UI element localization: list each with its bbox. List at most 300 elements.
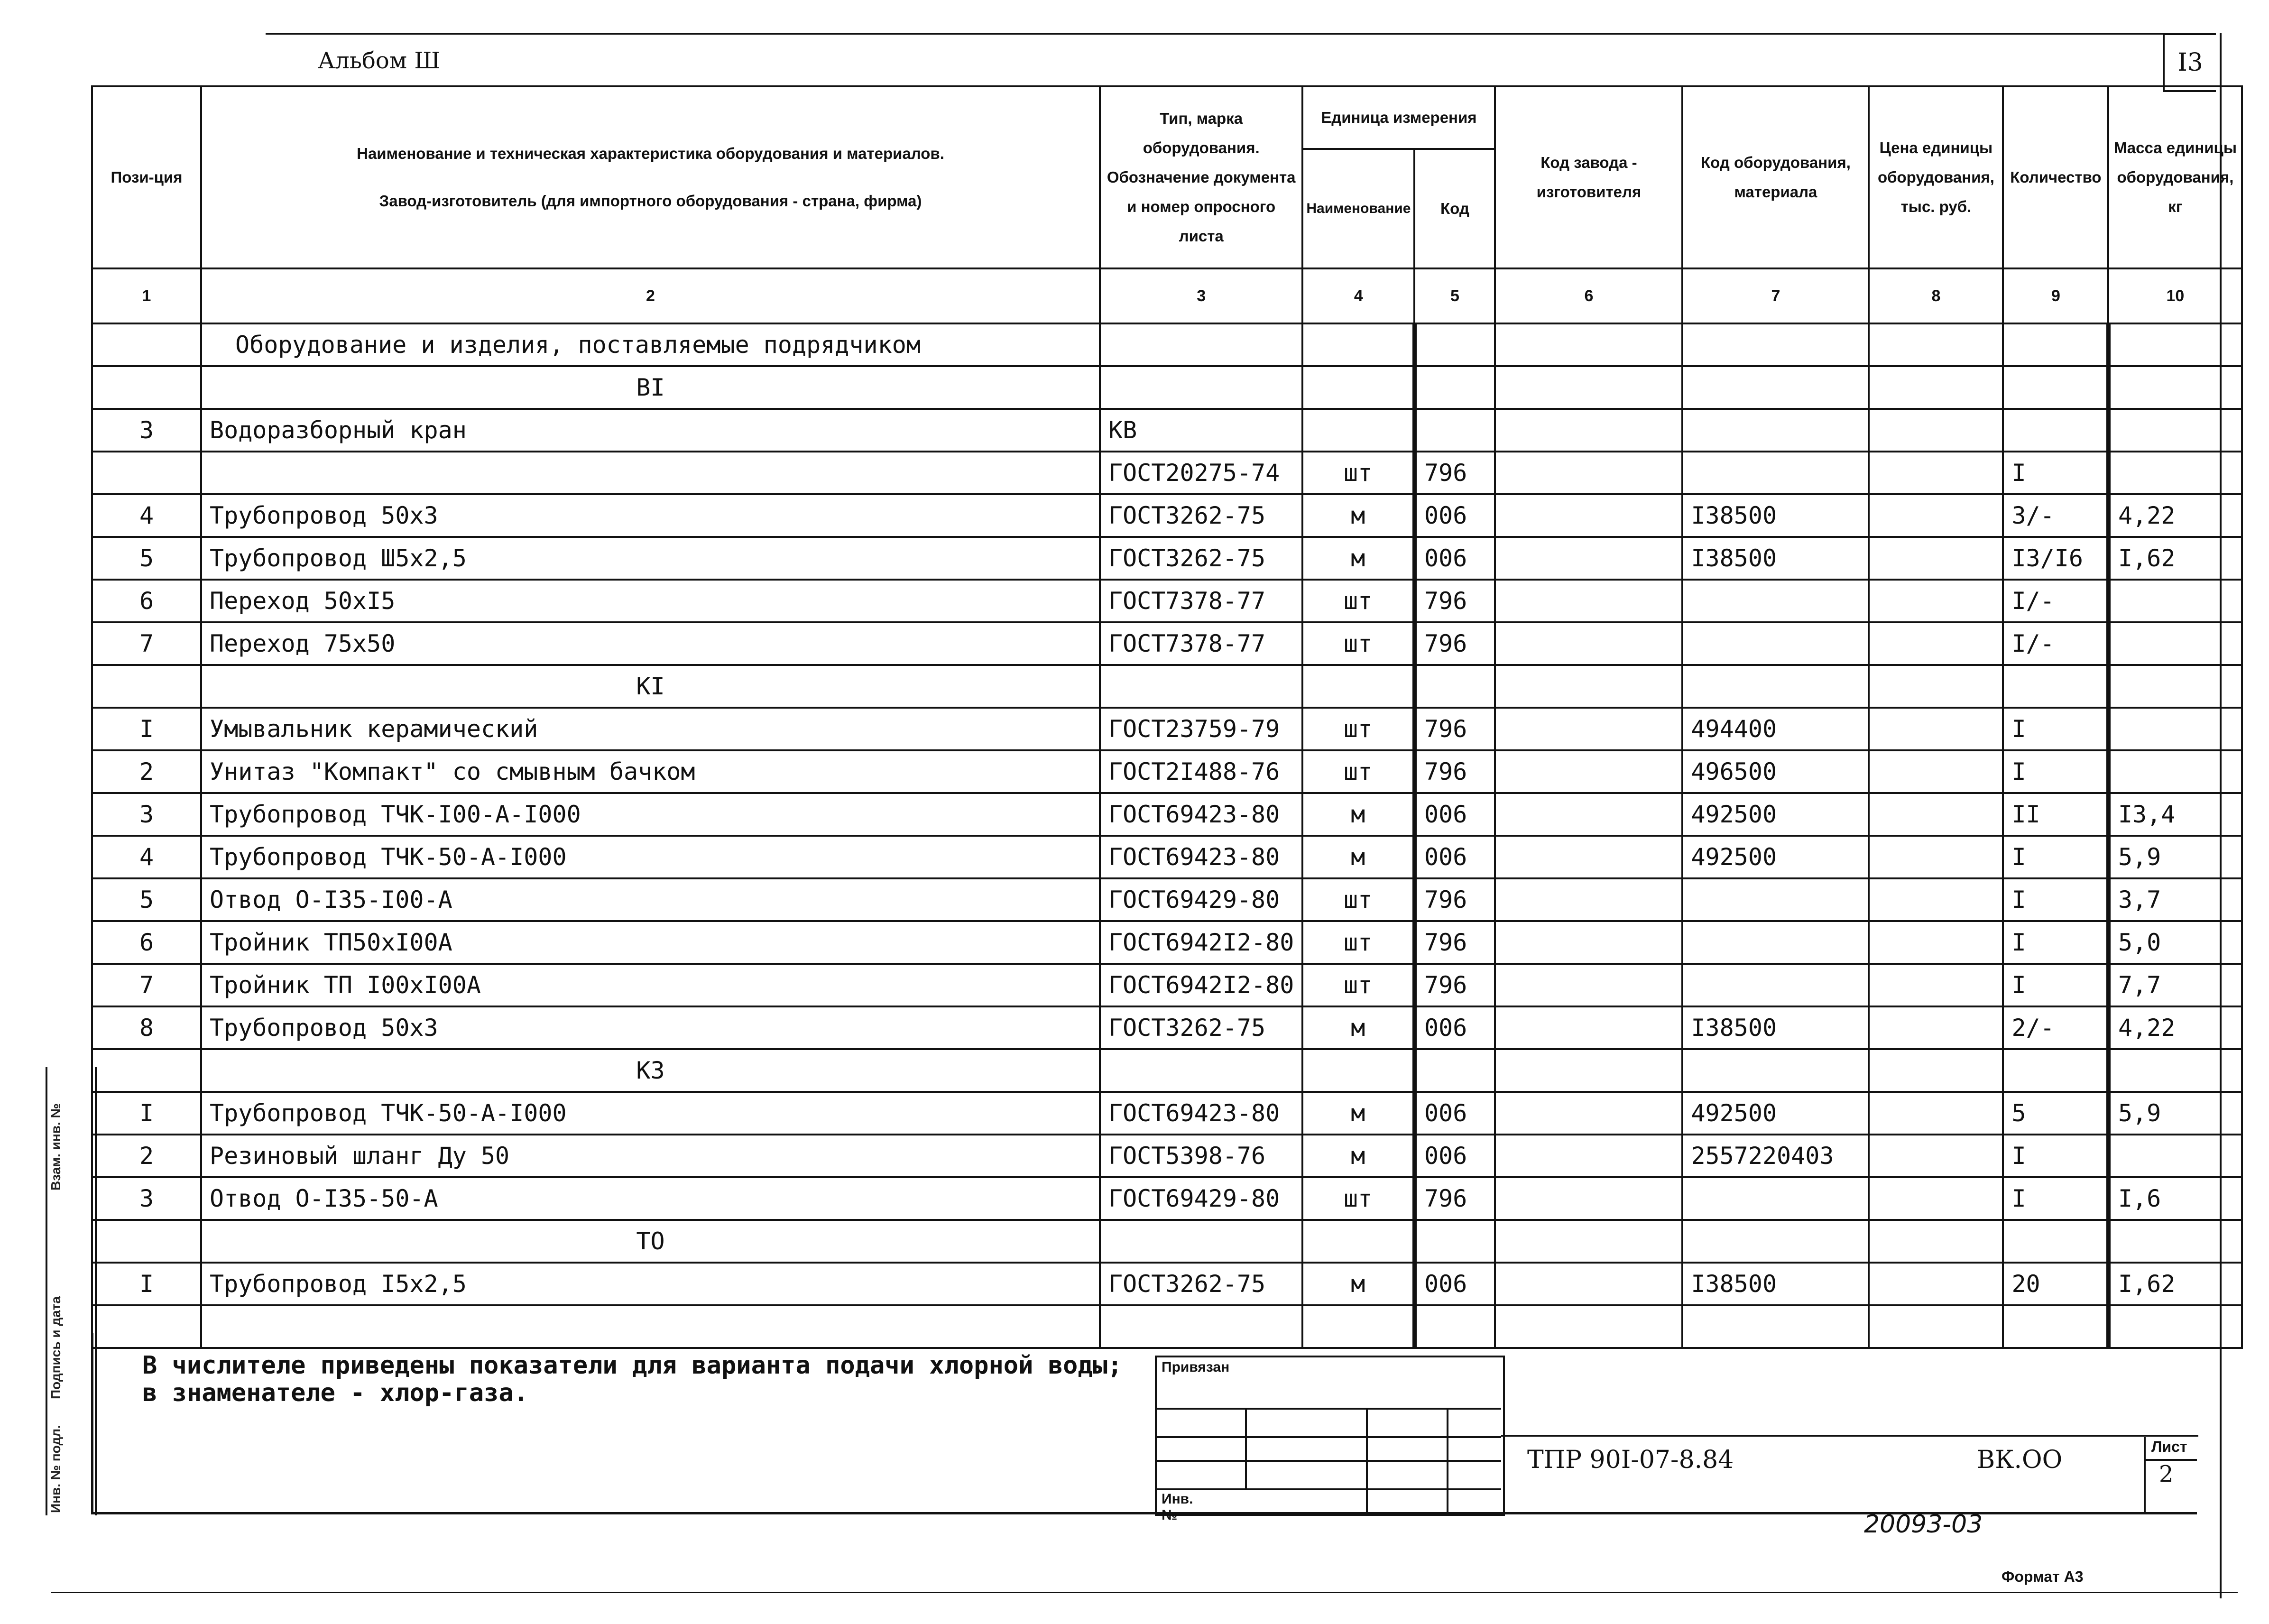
table-row [92,964,2242,1006]
mfr-code-cell [1495,366,1682,409]
unit-cell [1302,1305,1414,1348]
unit-cell [1302,323,1414,366]
unit-cell [1302,366,1414,409]
price-cell [1869,750,2003,793]
side-strip-line [46,1067,47,1515]
price-cell [1869,708,2003,750]
footnote-line2: в знаменателе - хлор-газа. [142,1379,528,1407]
quantity-cell: I/- [2003,580,2108,622]
quantity-cell: 2/- [2003,1006,2108,1049]
unit-code-cell: 006 [1414,537,1495,580]
position-cell: 5 [92,878,201,921]
mfr-code-cell [1495,494,1682,537]
mass-cell: I,62 [2108,537,2242,580]
section-row [92,665,2242,708]
stamp-rule [1366,1408,1368,1512]
name-cell: Трубопровод ТЧК-I00-А-I000 [201,793,1100,836]
col-number: 1 [92,268,201,323]
unit-cell: м [1302,494,1414,537]
table-body [92,323,2242,1348]
price-cell [1869,665,2003,708]
header-type: Тип, марка оборудования. Обозначение документа и номер опросного листа [1100,86,1302,268]
table-row [92,452,2242,494]
price-cell [1869,537,2003,580]
eq-code-cell: 492500 [1682,793,1869,836]
quantity-cell: I [2003,708,2108,750]
unit-cell: м [1302,1006,1414,1049]
name-cell [201,452,1100,494]
unit-code-cell: 796 [1414,1177,1495,1220]
eq-code-cell: 496500 [1682,750,1869,793]
header-unit-name: Наименование [1302,149,1414,268]
header-name-line2: Завод-изготовитель (для импортного оборудования - страна, фирма) [379,192,922,210]
type-cell: ГОСТ6942I2-80 [1100,964,1302,1006]
unit-code-cell [1414,409,1495,452]
mfr-code-cell [1495,622,1682,665]
price-cell [1869,452,2003,494]
col-number: 10 [2108,268,2242,323]
unit-code-cell [1414,1049,1495,1092]
stamp-frame [1155,1356,1505,1516]
price-cell [1869,1305,2003,1348]
header-unit-group: Единица измерения [1302,86,1495,149]
unit-code-cell [1414,665,1495,708]
mfr-code-cell [1495,878,1682,921]
mass-cell [2108,409,2242,452]
position-cell [92,665,201,708]
unit-cell: шт [1302,580,1414,622]
mass-cell [2108,665,2242,708]
position-cell: 7 [92,622,201,665]
mass-cell [2108,1135,2242,1177]
sheet-number: 2 [2159,1461,2174,1487]
eq-code-cell [1682,1177,1869,1220]
table-row [92,708,2242,750]
eq-code-cell: I38500 [1682,1006,1869,1049]
document-code: ТПР 90I-07-8.84 [1527,1446,1734,1474]
quantity-cell: I [2003,1177,2108,1220]
unit-code-cell: 006 [1414,1263,1495,1305]
mass-cell: 7,7 [2108,964,2242,1006]
position-cell: 3 [92,409,201,452]
mass-cell [2108,1220,2242,1263]
table-row [92,580,2242,622]
name-cell: Отвод О-I35-50-А [201,1177,1100,1220]
mfr-code-cell [1495,665,1682,708]
quantity-cell: I [2003,750,2108,793]
mfr-code-cell [1495,708,1682,750]
unit-cell: м [1302,793,1414,836]
header-row [92,86,2242,149]
quantity-cell [2003,366,2108,409]
name-cell: Резиновый шланг Ду 50 [201,1135,1100,1177]
price-cell [1869,1263,2003,1305]
unit-cell: м [1302,1092,1414,1135]
unit-cell: шт [1302,622,1414,665]
name-cell: Переход 50хI5 [201,580,1100,622]
eq-code-cell [1682,1049,1869,1092]
unit-code-cell: 006 [1414,494,1495,537]
unit-cell [1302,665,1414,708]
name-cell: К3 [201,1049,1100,1092]
unit-cell [1302,1049,1414,1092]
col-number: 2 [201,268,1100,323]
unit-code-cell: 796 [1414,452,1495,494]
type-cell: ГОСТ2I488-76 [1100,750,1302,793]
stamp-rule [1155,1488,1501,1490]
position-cell: 4 [92,836,201,878]
col-number: 6 [1495,268,1682,323]
quantity-cell: I3/I6 [2003,537,2108,580]
price-cell [1869,1049,2003,1092]
price-cell [1869,1177,2003,1220]
name-cell: ТО [201,1220,1100,1263]
col-number: 5 [1414,268,1495,323]
eq-code-cell [1682,409,1869,452]
stamp-rule [1447,1408,1448,1512]
mfr-code-cell [1495,964,1682,1006]
unit-code-cell: 796 [1414,580,1495,622]
stamp-rule [1245,1408,1247,1488]
mfr-code-cell [1495,921,1682,964]
frame-top-rule [266,33,2163,35]
stamp-rule [1155,1460,1501,1462]
name-cell: Тройник ТП50хI00А [201,921,1100,964]
unit-code-cell: 006 [1414,1006,1495,1049]
specification-table [91,85,2243,1349]
eq-code-cell: 492500 [1682,1092,1869,1135]
table-row [92,750,2242,793]
mass-cell [2108,323,2242,366]
stamp-inv-label: Инв. № [1162,1491,1193,1523]
header-position: Пози-ция [92,86,201,268]
unit-cell: м [1302,1263,1414,1305]
eq-code-cell: I38500 [1682,494,1869,537]
name-cell: Трубопровод 50х3 [201,1006,1100,1049]
unit-code-cell: 796 [1414,878,1495,921]
mfr-code-cell [1495,409,1682,452]
eq-code-cell [1682,964,1869,1006]
table-row [92,1006,2242,1049]
position-cell: I [92,708,201,750]
position-cell: 5 [92,537,201,580]
quantity-cell [2003,409,2108,452]
unit-cell: м [1302,537,1414,580]
position-cell [92,1049,201,1092]
price-cell [1869,1220,2003,1263]
mass-cell [2108,708,2242,750]
mfr-code-cell [1495,1049,1682,1092]
unit-cell: м [1302,836,1414,878]
mass-cell [2108,1305,2242,1348]
mfr-code-cell [1495,537,1682,580]
eq-code-cell: 2557220403 [1682,1135,1869,1177]
position-cell: 3 [92,1177,201,1220]
unit-code-cell: 796 [1414,921,1495,964]
position-cell: 2 [92,1135,201,1177]
eq-code-cell [1682,366,1869,409]
mfr-code-cell [1495,1092,1682,1135]
eq-code-cell [1682,323,1869,366]
side-label-replace-inv: Взам. инв. № [48,1103,63,1190]
name-cell: Унитаз "Компакт" со смывным бачком [201,750,1100,793]
position-cell: 6 [92,580,201,622]
type-cell: ГОСТ6942I2-80 [1100,921,1302,964]
side-binding-strip [46,1067,98,1515]
mfr-code-cell [1495,750,1682,793]
col-number: 8 [1869,268,2003,323]
mass-cell: 5,9 [2108,836,2242,878]
mfr-code-cell [1495,1135,1682,1177]
header-unit-code: Код [1414,149,1495,268]
price-cell [1869,921,2003,964]
album-label: Альбом Ш [318,47,441,74]
side-label-sign-date: Подпись и дата [48,1296,63,1399]
name-cell: Оборудование и изделия, поставляемые подрядчиком [201,323,1100,366]
position-cell [92,1305,201,1348]
type-cell: ГОСТ3262-75 [1100,1263,1302,1305]
unit-cell: шт [1302,878,1414,921]
type-cell: ГОСТ69429-80 [1100,1177,1302,1220]
mass-cell: 4,22 [2108,494,2242,537]
unit-code-cell: 796 [1414,964,1495,1006]
stamp-doc-rule [1501,1435,2198,1437]
mfr-code-cell [1495,1263,1682,1305]
quantity-cell [2003,665,2108,708]
position-cell: 6 [92,921,201,964]
header-price: Цена единицы оборудования, тыс. руб. [1869,86,2003,268]
price-cell [1869,793,2003,836]
quantity-cell: I [2003,452,2108,494]
side-label-inv-orig: Инв. № подл. [48,1425,63,1513]
frame-left-bottom [91,1333,93,1513]
quantity-cell: I [2003,964,2108,1006]
name-cell: BI [201,366,1100,409]
quantity-cell [2003,1305,2108,1348]
name-cell: Умывальник керамический [201,708,1100,750]
quantity-cell: I [2003,878,2108,921]
unit-code-cell [1414,1220,1495,1263]
unit-cell [1302,1220,1414,1263]
table-row [92,1092,2242,1135]
eq-code-cell [1682,878,1869,921]
position-cell: 7 [92,964,201,1006]
mass-cell [2108,452,2242,494]
header-mass: Масса единицы оборудования, кг [2108,86,2242,268]
header-quantity: Количество [2003,86,2108,268]
eq-code-cell: 494400 [1682,708,1869,750]
quantity-cell [2003,323,2108,366]
mfr-code-cell [1495,1305,1682,1348]
type-cell: ГОСТ69423-80 [1100,1092,1302,1135]
type-cell [1100,665,1302,708]
eq-code-cell: I38500 [1682,1263,1869,1305]
eq-code-cell [1682,452,1869,494]
unit-code-cell [1414,366,1495,409]
type-cell: ГОСТ23759-79 [1100,708,1302,750]
type-cell [1100,323,1302,366]
group-title-row [92,323,2242,366]
table-row [92,1263,2242,1305]
page-number: I3 [2163,33,2216,92]
unit-cell: шт [1302,750,1414,793]
mass-cell [2108,750,2242,793]
type-cell: ГОСТ3262-75 [1100,1006,1302,1049]
mass-cell: 4,22 [2108,1006,2242,1049]
price-cell [1869,580,2003,622]
position-cell [92,366,201,409]
unit-cell: шт [1302,1177,1414,1220]
quantity-cell: 5 [2003,1092,2108,1135]
price-cell [1869,1092,2003,1135]
table-row [92,1177,2242,1220]
position-cell [92,323,201,366]
type-cell [1100,1305,1302,1348]
eq-code-cell [1682,1220,1869,1263]
name-cell: KI [201,665,1100,708]
price-cell [1869,494,2003,537]
table-row [92,622,2242,665]
name-cell: Трубопровод ТЧК-50-А-I000 [201,1092,1100,1135]
type-cell: ГОСТ3262-75 [1100,494,1302,537]
header-name [201,86,1100,268]
table-row [92,409,2242,452]
price-cell [1869,1006,2003,1049]
quantity-cell: II [2003,793,2108,836]
mfr-code-cell [1495,836,1682,878]
position-cell [92,1220,201,1263]
price-cell [1869,622,2003,665]
sheet-bottom-rule [51,1592,2238,1593]
name-cell: Трубопровод Ш5х2,5 [201,537,1100,580]
name-cell: Тройник ТП I00хI00А [201,964,1100,1006]
type-cell: ГОСТ69423-80 [1100,836,1302,878]
col-number: 7 [1682,268,1869,323]
quantity-cell: I [2003,1135,2108,1177]
sheet-label: Лист [2151,1438,2187,1455]
name-cell: Отвод О-I35-I00-А [201,878,1100,921]
type-cell: КВ [1100,409,1302,452]
position-cell [92,452,201,494]
price-cell [1869,323,2003,366]
unit-code-cell: 796 [1414,622,1495,665]
mfr-code-cell [1495,1177,1682,1220]
mass-cell [2108,366,2242,409]
mass-cell: I,62 [2108,1263,2242,1305]
mass-cell: 3,7 [2108,878,2242,921]
table-row [92,836,2242,878]
side-strip-line [95,1067,97,1515]
quantity-cell [2003,1220,2108,1263]
price-cell [1869,878,2003,921]
eq-code-cell [1682,1305,1869,1348]
stamp-rule [1155,1408,1501,1410]
quantity-cell: I [2003,921,2108,964]
mfr-code-cell [1495,452,1682,494]
section-row [92,1220,2242,1263]
type-cell: ГОСТ5398-76 [1100,1135,1302,1177]
mfr-code-cell [1495,793,1682,836]
quantity-cell: I [2003,836,2108,878]
type-cell: ГОСТ7378-77 [1100,580,1302,622]
position-cell: 2 [92,750,201,793]
mass-cell [2108,622,2242,665]
mfr-code-cell [1495,1220,1682,1263]
col-number: 3 [1100,268,1302,323]
type-cell [1100,1049,1302,1092]
table-row [92,793,2242,836]
unit-cell: м [1302,1135,1414,1177]
mass-cell: 5,0 [2108,921,2242,964]
quantity-cell: I/- [2003,622,2108,665]
header-eq-code: Код оборудования, материала [1682,86,1869,268]
mass-cell [2108,1049,2242,1092]
type-cell: ГОСТ69423-80 [1100,793,1302,836]
unit-cell: шт [1302,921,1414,964]
eq-code-cell: 492500 [1682,836,1869,878]
position-cell: I [92,1263,201,1305]
name-cell [201,1305,1100,1348]
col-number: 9 [2003,268,2108,323]
unit-cell: шт [1302,964,1414,1006]
col-number: 4 [1302,268,1414,323]
header-mfr-code: Код завода - изготовителя [1495,86,1682,268]
header-name-line1: Наименование и техническая характеристика оборудования и материалов. [357,145,944,162]
unit-code-cell: 006 [1414,793,1495,836]
mass-cell: 5,9 [2108,1092,2242,1135]
name-cell: Трубопровод 50х3 [201,494,1100,537]
quantity-cell: 3/- [2003,494,2108,537]
quantity-cell: 20 [2003,1263,2108,1305]
eq-code-cell [1682,622,1869,665]
price-cell [1869,964,2003,1006]
unit-cell: шт [1302,452,1414,494]
unit-cell [1302,409,1414,452]
table-row [92,921,2242,964]
name-cell: Трубопровод I5х2,5 [201,1263,1100,1305]
position-cell: 4 [92,494,201,537]
unit-code-cell [1414,1305,1495,1348]
price-cell [1869,1135,2003,1177]
mfr-code-cell [1495,580,1682,622]
eq-code-cell: I38500 [1682,537,1869,580]
footnote-line1: В числителе приведены показатели для варианта подачи хлорной воды; [142,1351,1123,1380]
type-cell: ГОСТ20275-74 [1100,452,1302,494]
archive-number: 20093-03 [1864,1510,1983,1539]
eq-code-cell [1682,921,1869,964]
document-suffix: ВК.ОО [1977,1446,2063,1474]
table-row [92,1135,2242,1177]
mfr-code-cell [1495,1006,1682,1049]
stamp-rule [1155,1436,1501,1438]
section-row [92,1049,2242,1092]
mass-cell: I,6 [2108,1177,2242,1220]
unit-code-cell: 796 [1414,708,1495,750]
type-cell: ГОСТ69429-80 [1100,878,1302,921]
type-cell: ГОСТ7378-77 [1100,622,1302,665]
price-cell [1869,836,2003,878]
position-cell: 3 [92,793,201,836]
eq-code-cell [1682,580,1869,622]
type-cell: ГОСТ3262-75 [1100,537,1302,580]
stamp-bound-label: Привязан [1162,1359,1230,1375]
name-cell: Водоразборный кран [201,409,1100,452]
section-row [92,366,2242,409]
type-cell [1100,1220,1302,1263]
table-row [92,1305,2242,1348]
mass-cell: I3,4 [2108,793,2242,836]
price-cell [1869,409,2003,452]
